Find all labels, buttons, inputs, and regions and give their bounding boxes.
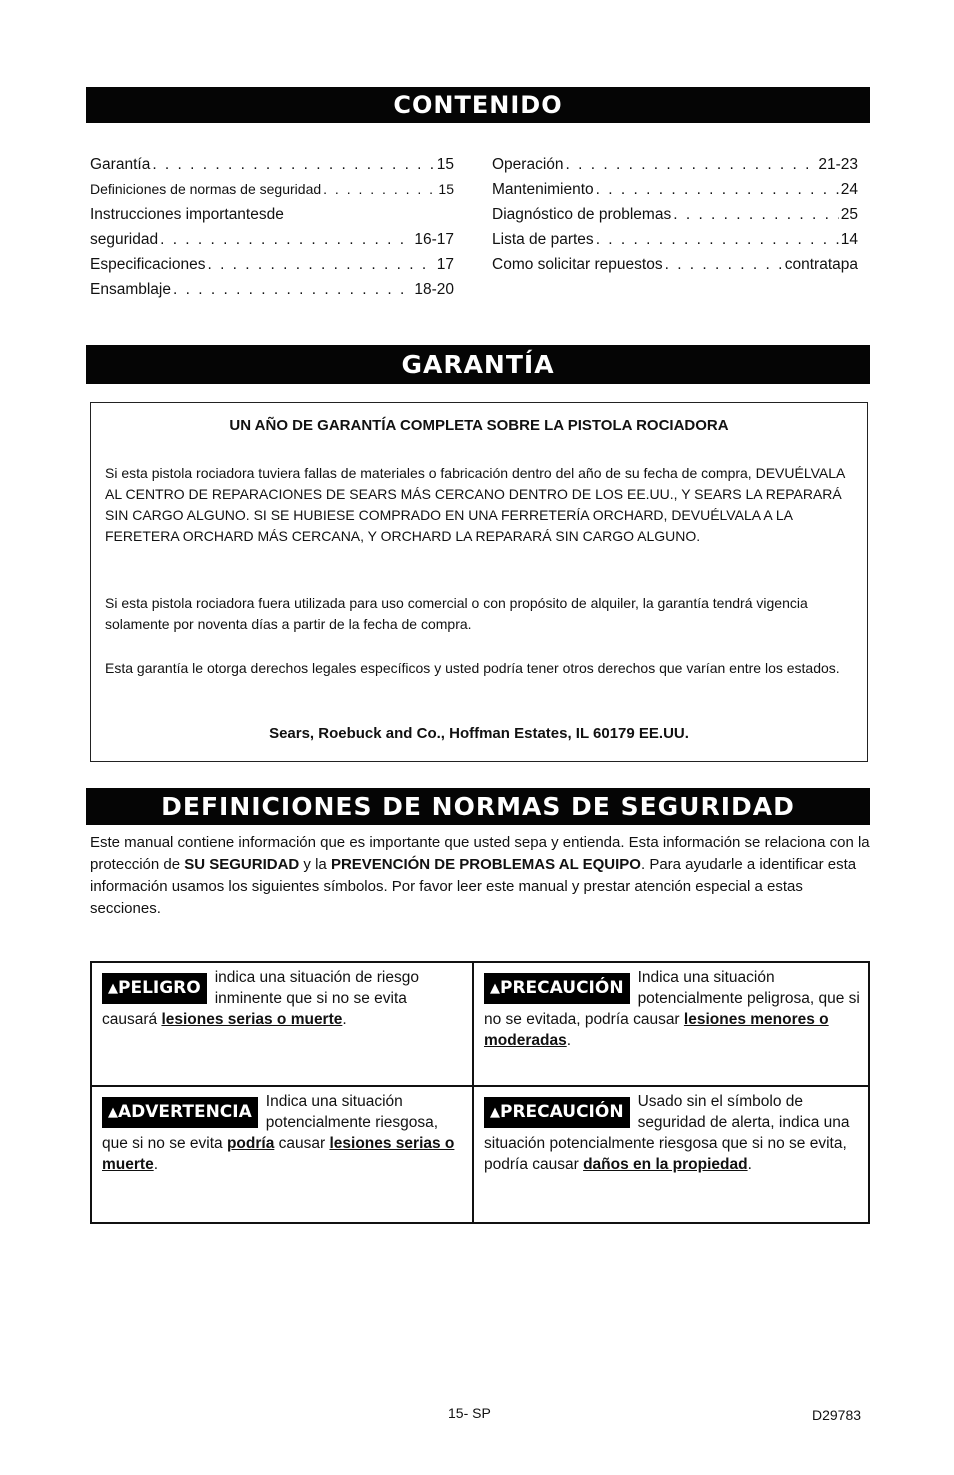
warranty-address: Sears, Roebuck and Co., Hoffman Estates, IL 60179 EE.UU. (269, 725, 689, 742)
toc-page: 24 (840, 181, 858, 198)
toc-entry-especificaciones (90, 252, 454, 277)
alert-triangle-icon: ▲ (108, 1105, 118, 1120)
alert-triangle-icon: ▲ (108, 981, 118, 996)
advertencia-emphasis-2: lesiones serias o muerte (102, 1135, 455, 1173)
precaucion-emphasis-1: lesiones menores o moderadas (484, 1011, 829, 1049)
peligro-label-text: PELIGRO (118, 978, 201, 998)
precaucion-label-text: PRECAUCIÓN (500, 1102, 624, 1122)
toc-page: contratapa (784, 256, 858, 273)
toc-entry-partes (492, 227, 858, 252)
toc-entry-seguridad (90, 227, 454, 252)
toc-page: 25 (840, 206, 858, 223)
intro-text: . Para ayudarle a identificar esta información usamos los siguientes símbolos. Por favor leer este manual y prestar atención especial a estas secciones. (90, 856, 857, 917)
toc-entry-ensamblaje (90, 277, 454, 302)
alert-triangle-icon: ▲ (490, 981, 500, 996)
table-divider-horizontal (92, 1085, 868, 1087)
warranty-heading: UN AÑO DE GARANTÍA COMPLETA SOBRE LA PISTOLA ROCIADORA (229, 417, 729, 434)
alert-triangle-icon: ▲ (490, 1105, 500, 1120)
intro-text: y la (299, 856, 331, 873)
toc-label: seguridad (90, 231, 159, 248)
toc-label: Definiciones de normas de seguridad (90, 181, 322, 197)
peligro-cell (102, 967, 462, 1030)
toc-entry-operacion (492, 152, 858, 177)
toc-page: 15 (436, 156, 454, 173)
advertencia-emphasis-1: podría (226, 1135, 275, 1152)
warranty-box (90, 402, 868, 762)
intro-bold: SU SEGURIDAD (184, 856, 300, 873)
advertencia-text-2: causar (274, 1135, 330, 1152)
contenido-banner: CONTENIDO (86, 87, 870, 123)
peligro-end: . (342, 1011, 347, 1028)
toc-label: Diagnóstico de problemas (492, 206, 672, 223)
toc-page: 16-17 (414, 231, 454, 248)
toc-entry-mantenimiento (492, 177, 858, 202)
intro-bold: PREVENCIÓN DE PROBLEMAS AL EQUIPO (330, 856, 641, 873)
precaucion-end-2: . (747, 1156, 752, 1173)
toc-right-column (492, 152, 858, 277)
peligro-text: indica una situación de riesgo inminente que si no se evita causará (102, 969, 419, 1028)
advertencia-end: . (153, 1156, 158, 1173)
document-code: D29783 (812, 1407, 862, 1423)
signal-words-table (90, 961, 870, 1224)
garantia-banner: GARANTÍA (86, 345, 870, 384)
peligro-label (102, 973, 207, 1004)
toc-label: Como solicitar repuestos (492, 256, 663, 273)
toc-label: Mantenimiento (492, 181, 594, 198)
advertencia-cell (102, 1091, 462, 1175)
table-divider-vertical (472, 963, 474, 1222)
toc-label: Lista de partes (492, 231, 594, 248)
toc-entry-instrucciones (90, 202, 454, 227)
precaucion-text-2: Usado sin el símbolo de seguridad de alerta, indica una situación potencialmente riesgosa que si no se evita, podría causar (484, 1093, 850, 1173)
toc-entry-diagnostico (492, 202, 858, 227)
toc-entry-repuestos (492, 252, 858, 277)
toc-entry-definiciones (90, 177, 454, 202)
toc-entry-garantia (90, 152, 454, 177)
toc-page: 21-23 (818, 156, 858, 173)
toc-label: Ensamblaje (90, 281, 171, 298)
toc-page: 18-20 (414, 281, 454, 298)
precaucion-end-1: . (566, 1032, 572, 1049)
warranty-paragraph-1: Si esta pistola rociadora tuviera fallas de materiales o fabricación dentro del año de su fecha de compra, DEVUÉLVALA AL CENTRO DE REPARACIONES DE SEARS MÁS CERCANO DENTRO DE LOS EE.UU., Y SEARS LA REPARARÁ SIN CARGO ALGUNO. SI SE HUBIESE COMPRADO EN UNA FERRETERÍA ORCHARD, DEVUÉLVALA A LA FERETERA ORCHARD MÁS CERCANA, Y ORCHARD LA REPARARÁ SIN CARGO ALGUNO. (105, 465, 845, 544)
precaucion-label-text: PRECAUCIÓN (500, 978, 624, 998)
toc-left-column (90, 152, 454, 302)
toc-page: 14 (840, 231, 858, 248)
precaucion-cell-1 (484, 967, 864, 1051)
definiciones-intro (90, 832, 870, 920)
precaucion-emphasis-2: daños en la propiedad (583, 1156, 748, 1173)
peligro-emphasis: lesiones serias o muerte (161, 1011, 343, 1028)
advertencia-label-text: ADVERTENCIA (118, 1102, 252, 1122)
toc-page: 15 (438, 181, 454, 197)
definiciones-banner: DEFINICIONES DE NORMAS DE SEGURIDAD (86, 788, 870, 825)
precaucion-label-2 (484, 1097, 630, 1128)
page-number: 15- SP (448, 1405, 491, 1421)
warranty-paragraph-3: Esta garantía le otorga derechos legales específicos y usted podría tener otros derechos que varían entre los estados. (105, 660, 840, 676)
precaucion-text-1: Indica una situación potencialmente peligrosa, que si no se evitada, podría causar (484, 969, 860, 1028)
toc-label: Garantía (90, 156, 151, 173)
advertencia-label (102, 1097, 258, 1128)
toc-label: Instrucciones importantesde (90, 206, 284, 223)
toc-label: Especificaciones (90, 256, 206, 273)
intro-text: Este manual contiene información que es importante que usted sepa y entienda. Esta información se relaciona con la protección de (90, 834, 870, 873)
precaucion-label-1 (484, 973, 630, 1004)
precaucion-cell-2 (484, 1091, 864, 1175)
toc-page: 17 (436, 256, 454, 273)
toc-label: Operación (492, 156, 564, 173)
advertencia-text: Indica una situación potencialmente riesgosa, que si no se evita (102, 1093, 439, 1152)
warranty-paragraph-2: Si esta pistola rociadora fuera utilizada para uso comercial o con propósito de alquiler, la garantía tendrá vigencia solamente por noventa días a partir de la fecha de compra. (105, 595, 808, 632)
